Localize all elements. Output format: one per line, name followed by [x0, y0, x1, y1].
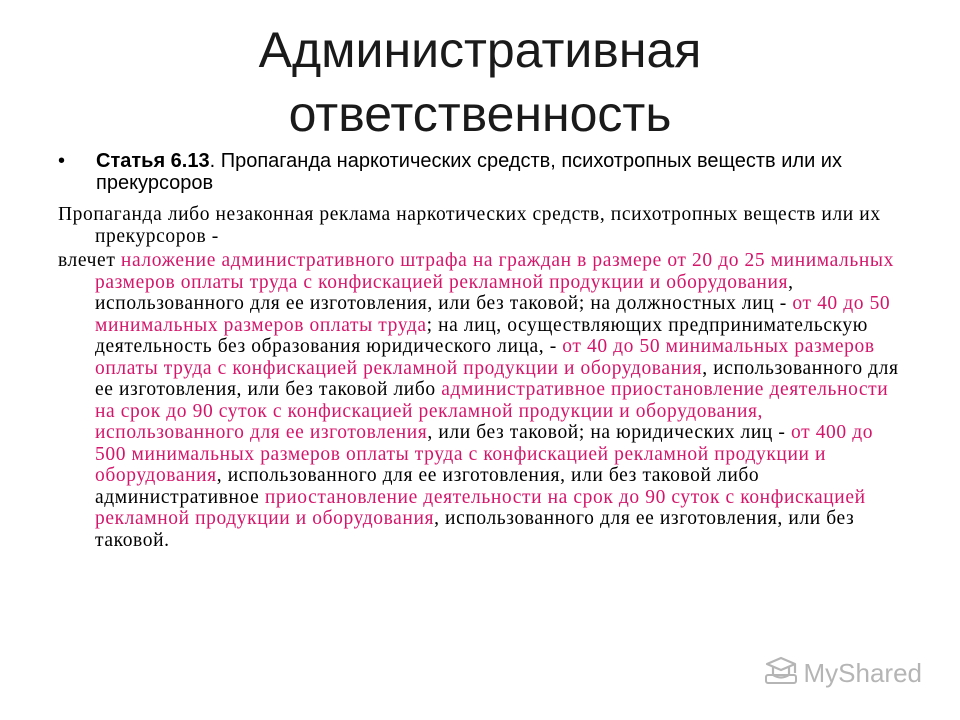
article-body	[58, 204, 908, 551]
sanction-text: , использованного для ее изготовления, или без таковой либо	[95, 357, 899, 400]
mortarboard-icon	[764, 655, 804, 692]
sanction-highlight: от 400 до 500 минимальных размеров оплаты труда с конфискацией рекламной продукции и оборудования	[95, 422, 874, 486]
article-heading	[96, 150, 878, 194]
watermark	[764, 655, 923, 692]
sanction-highlight: от 40 до 50 минимальных размеров оплаты труда с конфискацией рекламной продукции и оборудования	[95, 336, 875, 379]
watermark-text: MyShared	[803, 658, 922, 688]
sanction-text: , использованного для ее изготовления, или без таковой.	[95, 508, 855, 551]
sanction-highlight: административное приостановление деятельности на срок до 90 суток с конфискацией рекламной продукции и оборудования, использованного для ее изготовления	[95, 379, 889, 443]
slide-title-line-2: ответственность	[288, 86, 672, 142]
slide-title	[0, 18, 960, 146]
sanction-text: влечет	[58, 250, 121, 271]
sanction-text: , использованного для ее изготовления, или без таковой либо административное	[95, 465, 760, 508]
slide-title-line-1: Административная	[258, 22, 702, 78]
sanction-text: , или без таковой; на юридических лиц -	[427, 422, 791, 443]
sanction-highlight: наложение административного штрафа на граждан в размере от 20 до 25 минимальных размеров оплаты труда с конфискацией рекламной продукции и оборудования	[95, 250, 894, 293]
bullet-dot: •	[58, 150, 66, 172]
article-bullet	[58, 150, 878, 194]
paragraph-disposition: Пропаганда либо незаконная реклама наркотических средств, психотропных веществ или их прекурсоров -	[58, 204, 881, 247]
paragraph-sanction	[58, 250, 908, 551]
sanction-text: ; на лиц, осуществляющих предпринимательскую деятельность без образования юридического лица, -	[95, 314, 868, 357]
sanction-highlight: приостановление деятельности на срок до 90 суток с конфискацией рекламной продукции и оборудования	[95, 486, 866, 529]
article-label: Статья 6.13	[96, 150, 210, 172]
sanction-text: , использованного для ее изготовления, или без таковой; на должностных лиц -	[95, 271, 794, 314]
article-title: . Пропаганда наркотических средств, психотропных веществ или их прекурсоров	[96, 150, 842, 194]
sanction-highlight: от 40 до 50 минимальных размеров оплаты труда	[95, 293, 891, 336]
